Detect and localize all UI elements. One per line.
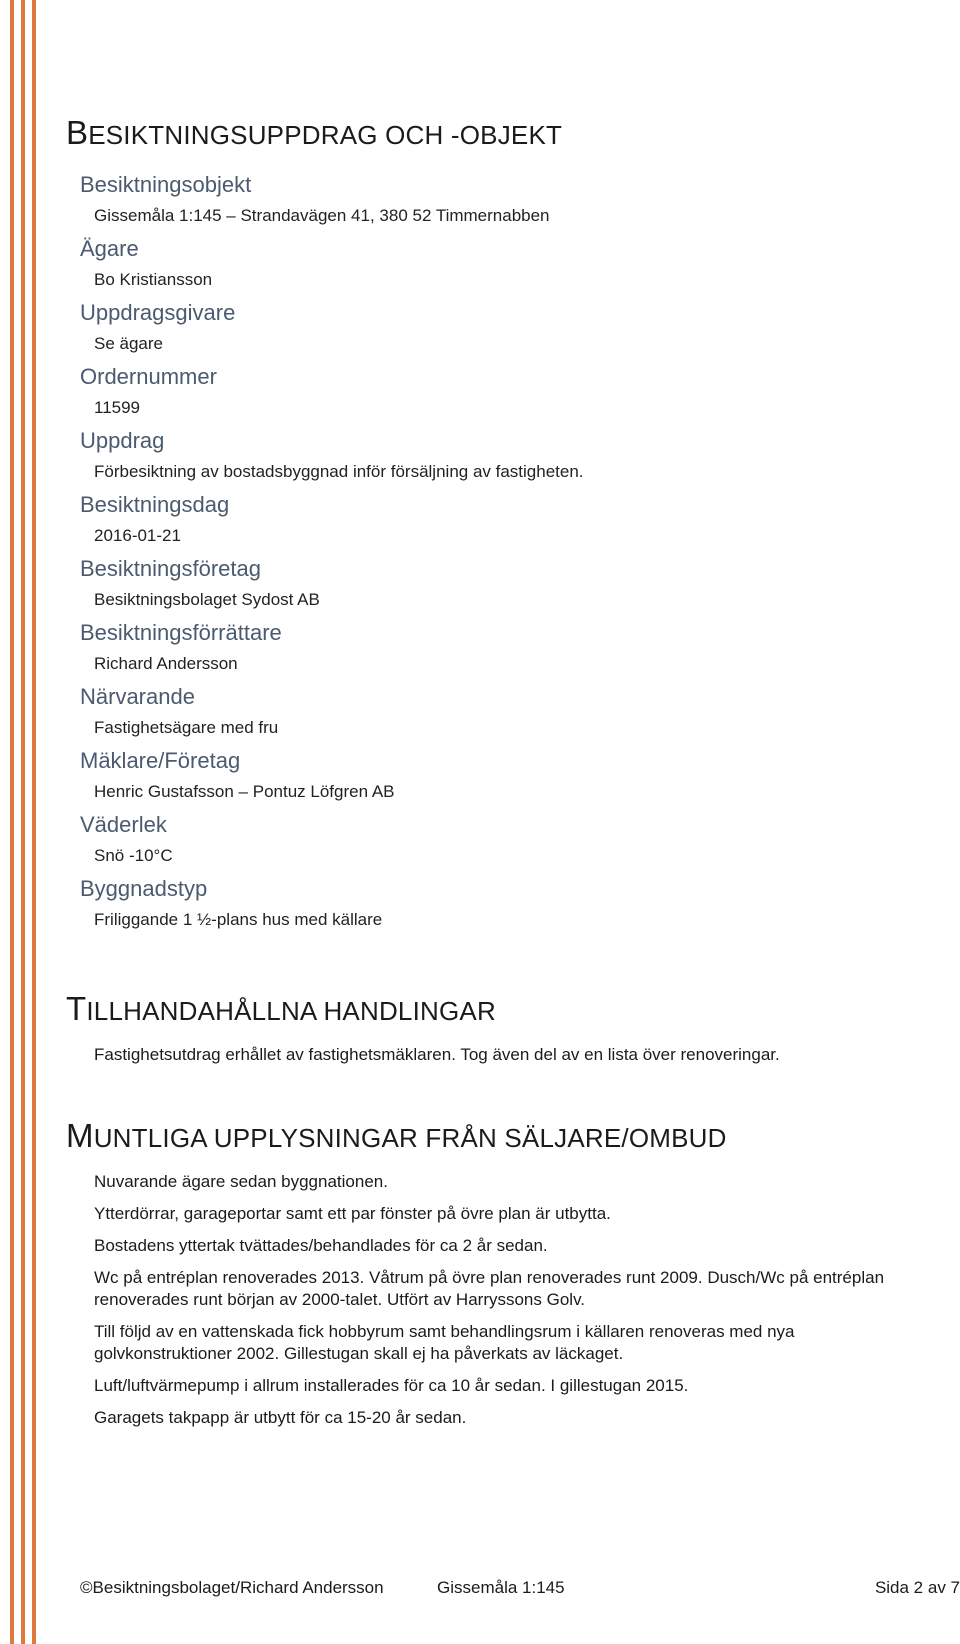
field-value: 11599 (94, 398, 141, 417)
field-value: Snö -10°C (94, 846, 173, 865)
field-value: Se ägare (94, 334, 163, 353)
muntliga-list (94, 1171, 934, 1439)
field-label: Uppdrag (80, 428, 165, 453)
heading-initial: M (66, 1117, 94, 1154)
field-label: Mäklare/Företag (80, 748, 241, 773)
statement-paragraph: Garagets takpapp är utbytt för ca 15-20 år sedan. (94, 1408, 467, 1427)
field-value: 2016-01-21 (94, 526, 181, 545)
statement-paragraph: Luft/luftvärmepump i allrum installerades för ca 10 år sedan. I gillestugan 2015. (94, 1376, 689, 1395)
statement-paragraph: Till följd av en vattenskada fick hobbyrum samt behandlingsrum i källaren renoveras med nya golvkonstruktioner 2002. Gillestugan skall ej ha påverkats av läckaget. (94, 1322, 795, 1363)
footer-page-number: Sida 2 av 7 (874, 1578, 960, 1597)
section-heading-handlingar (66, 990, 496, 1027)
field-value: Förbesiktning av bostadsbyggnad inför försäljning av fastigheten. (94, 462, 584, 481)
statement-paragraph: Nuvarande ägare sedan byggnationen. (94, 1172, 388, 1191)
margin-stripe (21, 0, 25, 1644)
margin-stripe (10, 0, 14, 1644)
field-value: Besiktningsbolaget Sydost AB (94, 590, 320, 609)
footer-copyright: ©Besiktningsbolaget/Richard Andersson (80, 1578, 384, 1597)
field-value: Fastighetsägare med fru (94, 718, 279, 737)
field-label: Besiktningsdag (80, 492, 230, 517)
statement-paragraph: Bostadens yttertak tvättades/behandlades för ca 2 år sedan. (94, 1236, 548, 1255)
field-list (80, 170, 920, 938)
heading-text: UNTLIGA UPPLYSNINGAR FRÅN SÄLJARE/OMBUD (93, 1123, 727, 1153)
heading-text: ILLHANDAHÅLLNA HANDLINGAR (86, 996, 496, 1026)
field-label: Ägare (80, 236, 139, 261)
field-value: Henric Gustafsson – Pontuz Löfgren AB (94, 782, 395, 801)
field-label: Närvarande (80, 684, 195, 709)
field-label: Ordernummer (80, 364, 217, 389)
footer-property: Gissemåla 1:145 (437, 1578, 565, 1597)
field-value: Gissemåla 1:145 – Strandavägen 41, 380 52 Timmernabben (94, 206, 550, 225)
section-heading-uppdrag (66, 114, 563, 151)
margin-stripe (32, 0, 36, 1644)
section-heading-muntliga (66, 1117, 727, 1154)
heading-initial: B (66, 114, 89, 151)
field-label: Byggnadstyp (80, 876, 208, 901)
field-label: Besiktningsförrättare (80, 620, 282, 645)
field-label: Besiktningsföretag (80, 556, 261, 581)
field-label: Väderlek (80, 812, 167, 837)
field-value: Bo Kristiansson (94, 270, 213, 289)
handlingar-text: Fastighetsutdrag erhållet av fastighetsmäklaren. Tog även del av en lista över renoveringar. (94, 1045, 780, 1064)
field-label: Besiktningsobjekt (80, 172, 252, 197)
heading-text: ESIKTNINGSUPPDRAG OCH -OBJEKT (88, 120, 563, 150)
statement-paragraph: Ytterdörrar, garageportar samt ett par fönster på övre plan är utbytta. (94, 1204, 611, 1223)
heading-initial: T (66, 990, 87, 1027)
field-value: Richard Andersson (94, 654, 238, 673)
field-value: Friliggande 1 ½-plans hus med källare (94, 910, 383, 929)
page-footer (80, 1578, 960, 1602)
statement-paragraph: Wc på entréplan renoverades 2013. Våtrum på övre plan renoverades runt 2009. Dusch/Wc på entréplan renoverades runt början av 2000-talet. Utfört av Harryssons Golv. (94, 1268, 885, 1309)
field-label: Uppdragsgivare (80, 300, 236, 325)
